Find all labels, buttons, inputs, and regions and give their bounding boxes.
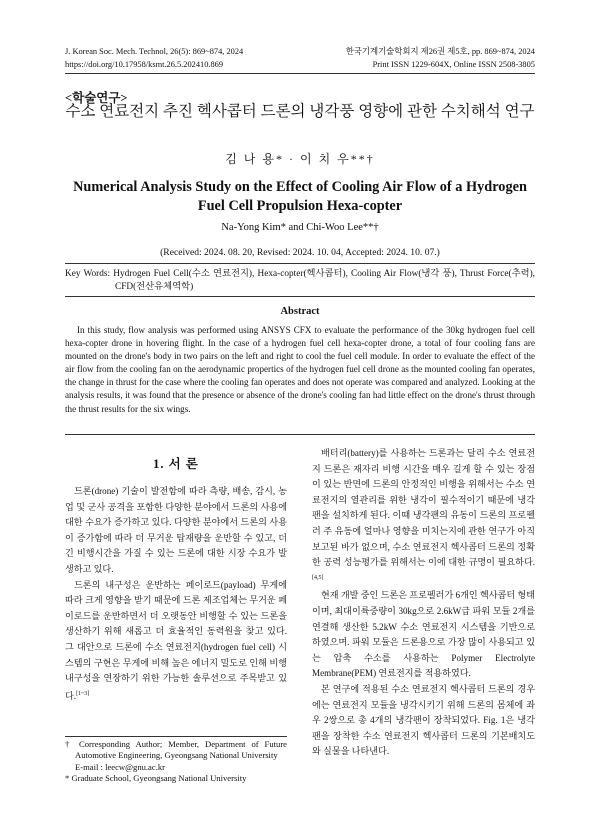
paragraph-2 (65, 578, 287, 705)
journal-citation: J. Korean Soc. Mech. Technol, 26(5): 869~874, 2024 (65, 47, 244, 56)
right-column (312, 446, 535, 760)
paragraph-2-text: 드론의 내구성은 운반하는 페이로드(payload) 무게에 따라 크게 영향을 받기 때문에 드론 제조업체는 무거운 페이로드를 운반하면서 더 오랫동안 비행할 수 있는 드론을 생산하기 위해 새롭고 더 효율적인 동력원을 찾고 있다. 그 대안으로 드론에 수소 연료전지(hydrogen fuel cell) 시스템의 구현은 무게에 비해 높은 에너지 밀도로 인해 비행 내구성을 연장하기 위한 가능한 솔루션으로 주목받고 있다. (65, 579, 287, 701)
journal-citation-kr: 한국기계기술학회지 제26권 제5호, pp. 869~874, 2024 (345, 47, 535, 56)
running-header (65, 45, 535, 71)
authors-english: Na-Yong Kim* and Chi-Woo Lee**† (221, 222, 379, 233)
keywords-top-rule (65, 263, 535, 264)
submission-dates: (Received: 2024. 08. 20, Revised: 2024. 10. 04, Accepted: 2024. 10. 07.) (160, 247, 440, 258)
footnote-graduate: * Graduate School, Gyeongsang National University (65, 773, 247, 784)
keywords-text: Hydrogen Fuel Cell(수소 연료전지), Hexa-copter(헥사콥터), Cooling Air Flow(냉각 풍), Thrust Force(추력), CFD(전산유체역학) (113, 269, 536, 292)
paragraph-5: 본 연구에 적용된 수소 연료전지 헥사콥터 드론의 경우에는 연료전지 모듈을 냉각시키기 위해 드론의 몸체에 좌우 2쌍으로 총 4개의 냉각팬이 장착되었다. Fig. 1은 냉각팬을 장착한 수소 연료전지 헥사콥터 드론의 기본배치도와 실물을 나타낸다. (312, 683, 535, 757)
title-korean: 수소 연료전지 추진 헥사콥터 드론의 냉각풍 영향에 관한 수치해석 연구 (65, 103, 535, 120)
keywords-bottom-rule (65, 296, 535, 297)
footnote-rule (65, 736, 287, 737)
citation-ref: [1~3] (76, 690, 90, 697)
footnotes (65, 739, 287, 785)
paragraph-3 (312, 446, 535, 588)
header-divider (65, 73, 535, 74)
issn-info: Print ISSN 1229-604X, Online ISSN 2508-3805 (372, 60, 535, 69)
paragraph-4: 현재 개발 중인 드론은 프로펠러가 6개인 헥사콥터 형태이며, 최대이륙중량이 30kg으로 2.6kW급 파워 모듈 2개를 연결해 생산한 5.2kW 수소 연료전지 시스템을 기반으로 하였으며. 파워 모듈은 드론용으로 가장 많이 사용되고 있는 압축 수소를 사용하는 Polymer Electrolyte Membrane(PEM) 연료전지를 적용하였다. (312, 590, 535, 679)
paragraph-1: 드론(drone) 기술이 발전함에 따라 측량, 배송, 감시, 농업 및 군사 공격을 포함한 다양한 분야에서 드론의 사용에 대한 수요가 증가하고 있다. 다양한 분야에서 드론의 사용이 증가함에 따라 더 무거운 탑재량을 운반할 수 있고, 더 긴 비행시간을 가질 수 있는 드론에 대한 시장 수요가 발생하고 있다. (65, 486, 287, 574)
keywords-label: Key Words: (65, 269, 111, 279)
authors-korean: 김 나 용* · 이 치 우**† (225, 152, 375, 166)
citation-ref: [4,5] (312, 574, 324, 581)
section-heading: 1. 서 론 (153, 457, 199, 471)
footnote-corresponding: † Corresponding Author; Member, Department of Future Automotive Engineering, Gyeongsang National University (65, 739, 287, 761)
article-category: <학술연구> (65, 91, 128, 105)
abstract-text: In this study, flow analysis was performed using ANSYS CFX to evaluate the performance of the 30kg hydrogen fuel cell hexa-copter drone in hovering flight. In the case of a hydrogen fuel cell hexa-copter drone, a total of four cooling fans are mounted on the drone's body in two pairs on the left and right to cool the fuel cell module. In order to evaluate the effect of the air flow from the cooling fan on the aerodynamic propertics of the hydrogen fuel cell drone as the mounted cooling fan operates, the change in thrust for the case where the cooling fan operates and does not operate was compared and analyzed. Looking at the analysis results, it was found that the presence or absence of the drone's cooling fan had little effect on the drone's thrust through the thrust results for the six wings. (65, 325, 535, 414)
left-column (65, 452, 287, 704)
paragraph-3-text: 배터리(battery)를 사용하는 드론과는 달리 수소 연료전지 드론은 재자리 비행 시간을 매우 길게 할 수 있는 장점이 있는 반면에 드론의 안정적인 비행을 위해서는 수소 연료전지의 열관리를 위한 냉각이 필수적이기 때문에 냉각팬을 설치하게 된다. 이때 냉각팬의 유동이 드론의 프로펠러 주 유동에 얼마나 영향을 미치는지에 관한 연구가 아직 보고된 바가 없으며, 수소 연료전지 헥사콥터 드론의 정확한 공력 성능평가를 위해서는 이에 대한 규명이 필요하다. (312, 448, 535, 568)
doi-link[interactable]: https://doi.org/10.17958/ksmt.26.5.202410.869 (65, 60, 224, 69)
keywords-block (65, 268, 535, 294)
abstract-heading: Abstract (280, 306, 320, 317)
footnote-email: E-mail : leecw@gnu.ac.kr (75, 761, 165, 772)
abstract-divider (65, 434, 535, 435)
title-english: Numerical Analysis Study on the Effect of Cooling Air Flow of a Hydrogen Fuel Cell Propulsion Hexa-copter (73, 179, 527, 214)
